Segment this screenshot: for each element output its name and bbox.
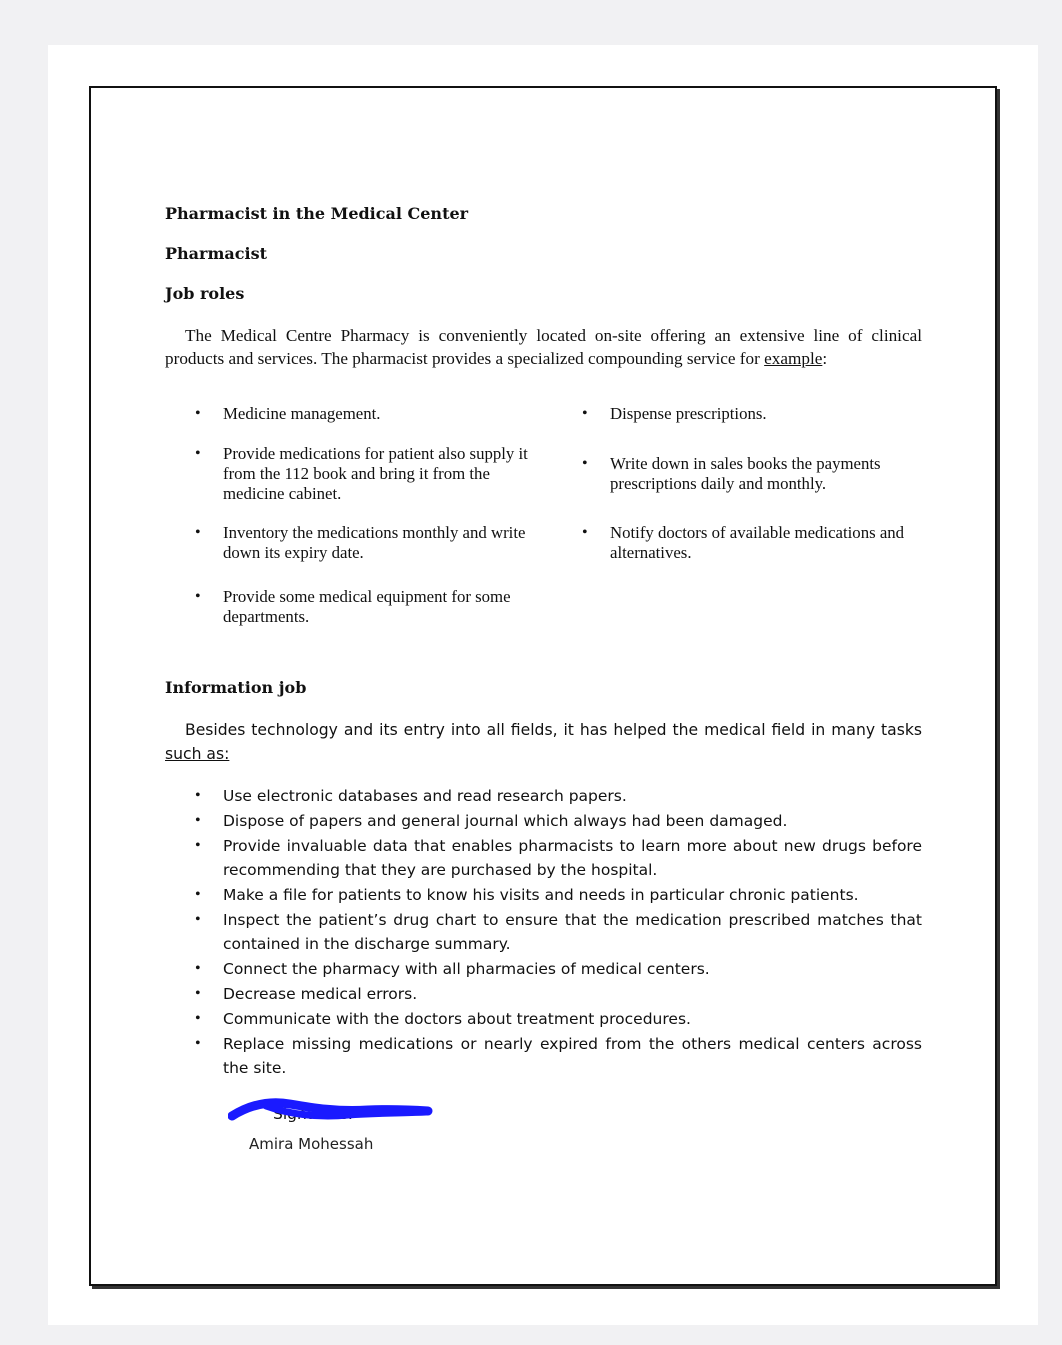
list-item <box>195 883 922 907</box>
bullet-icon: • <box>195 812 201 829</box>
info-item-text: Use electronic databases and read research papers. <box>223 787 627 805</box>
bullet-icon: • <box>195 1010 201 1027</box>
information-job-heading: Information job <box>165 678 307 697</box>
role-text: Write down in sales books the payments prescriptions daily and monthly. <box>610 454 881 493</box>
bullet-icon: • <box>195 588 201 605</box>
bullet-icon: • <box>195 787 201 804</box>
page-border-frame <box>89 86 997 1286</box>
list-item <box>582 404 915 424</box>
info-item-text: Provide invaluable data that enables pharmacists to learn more about new drugs before recommending that they are purchased by the hospital. <box>223 837 922 879</box>
list-item <box>582 523 910 563</box>
job-roles-heading: Job roles <box>165 284 245 303</box>
list-item <box>195 957 922 981</box>
list-item <box>195 834 922 882</box>
bullet-icon: • <box>195 886 201 903</box>
bullet-icon: • <box>195 524 201 541</box>
document-title: Pharmacist in the Medical Center <box>165 204 469 223</box>
bullet-icon: • <box>195 985 201 1002</box>
information-job-list <box>195 784 922 1081</box>
info-item-text: Inspect the patient’s drug chart to ensure that the medication prescribed matches that contained in the discharge summary. <box>223 911 922 953</box>
redaction-scribble <box>228 1094 434 1124</box>
list-item <box>582 454 915 494</box>
intro-underlined-text: example <box>764 349 823 368</box>
list-item <box>195 404 543 424</box>
role-text: Provide medications for patient also supply it from the 112 book and bring it from the medicine cabinet. <box>223 444 528 503</box>
bullet-icon: • <box>582 405 588 422</box>
list-item <box>195 444 543 504</box>
info-item-text: Connect the pharmacy with all pharmacies of medical centers. <box>223 960 710 978</box>
info-intro-text: Besides technology and its entry into all fields, it has helped the medical field in many tasks <box>185 721 922 739</box>
info-item-text: Communicate with the doctors about treatment procedures. <box>223 1010 691 1028</box>
intro-text: The Medical Centre Pharmacy is conveniently located on-site offering an extensive line of clinical products and services. The pharmacist provides a specialized compounding service for <box>165 326 922 368</box>
job-roles-intro <box>165 324 922 370</box>
list-item <box>195 523 533 563</box>
bullet-icon: • <box>195 911 201 928</box>
role-text: Provide some medical equipment for some departments. <box>223 587 511 626</box>
list-item <box>195 1032 922 1080</box>
bullet-icon: • <box>582 524 588 541</box>
role-text: Medicine management. <box>223 404 381 423</box>
bullet-icon: • <box>195 960 201 977</box>
info-item-text: Decrease medical errors. <box>223 985 418 1003</box>
document-page <box>48 45 1038 1325</box>
list-item <box>195 908 922 956</box>
info-intro-underlined-text: such as: <box>165 745 230 763</box>
signature-name: Amira Mohessah <box>249 1135 374 1153</box>
list-item <box>195 809 922 833</box>
role-text: Dispense prescriptions. <box>610 404 767 423</box>
role-text: Notify doctors of available medications and alternatives. <box>610 523 905 562</box>
bullet-icon: • <box>195 1035 201 1052</box>
info-item-text: Dispose of papers and general journal which always had been damaged. <box>223 812 788 830</box>
info-item-text: Replace missing medications or nearly expired from the others medical centers across the site. <box>223 1035 922 1077</box>
role-text: Inventory the medications monthly and write down its expiry date. <box>223 523 526 562</box>
document-subtitle: Pharmacist <box>165 244 267 263</box>
signature-label: Signature: <box>273 1105 353 1123</box>
bullet-icon: • <box>195 445 201 462</box>
intro-end-text: : <box>822 349 828 368</box>
bullet-icon: • <box>195 837 201 854</box>
information-job-intro <box>165 718 922 766</box>
bullet-icon: • <box>582 455 588 472</box>
list-item <box>195 982 922 1006</box>
list-item <box>195 587 543 627</box>
list-item <box>195 1007 922 1031</box>
bullet-icon: • <box>195 405 201 422</box>
list-item <box>195 784 922 808</box>
info-item-text: Make a file for patients to know his visits and needs in particular chronic patients. <box>223 886 859 904</box>
